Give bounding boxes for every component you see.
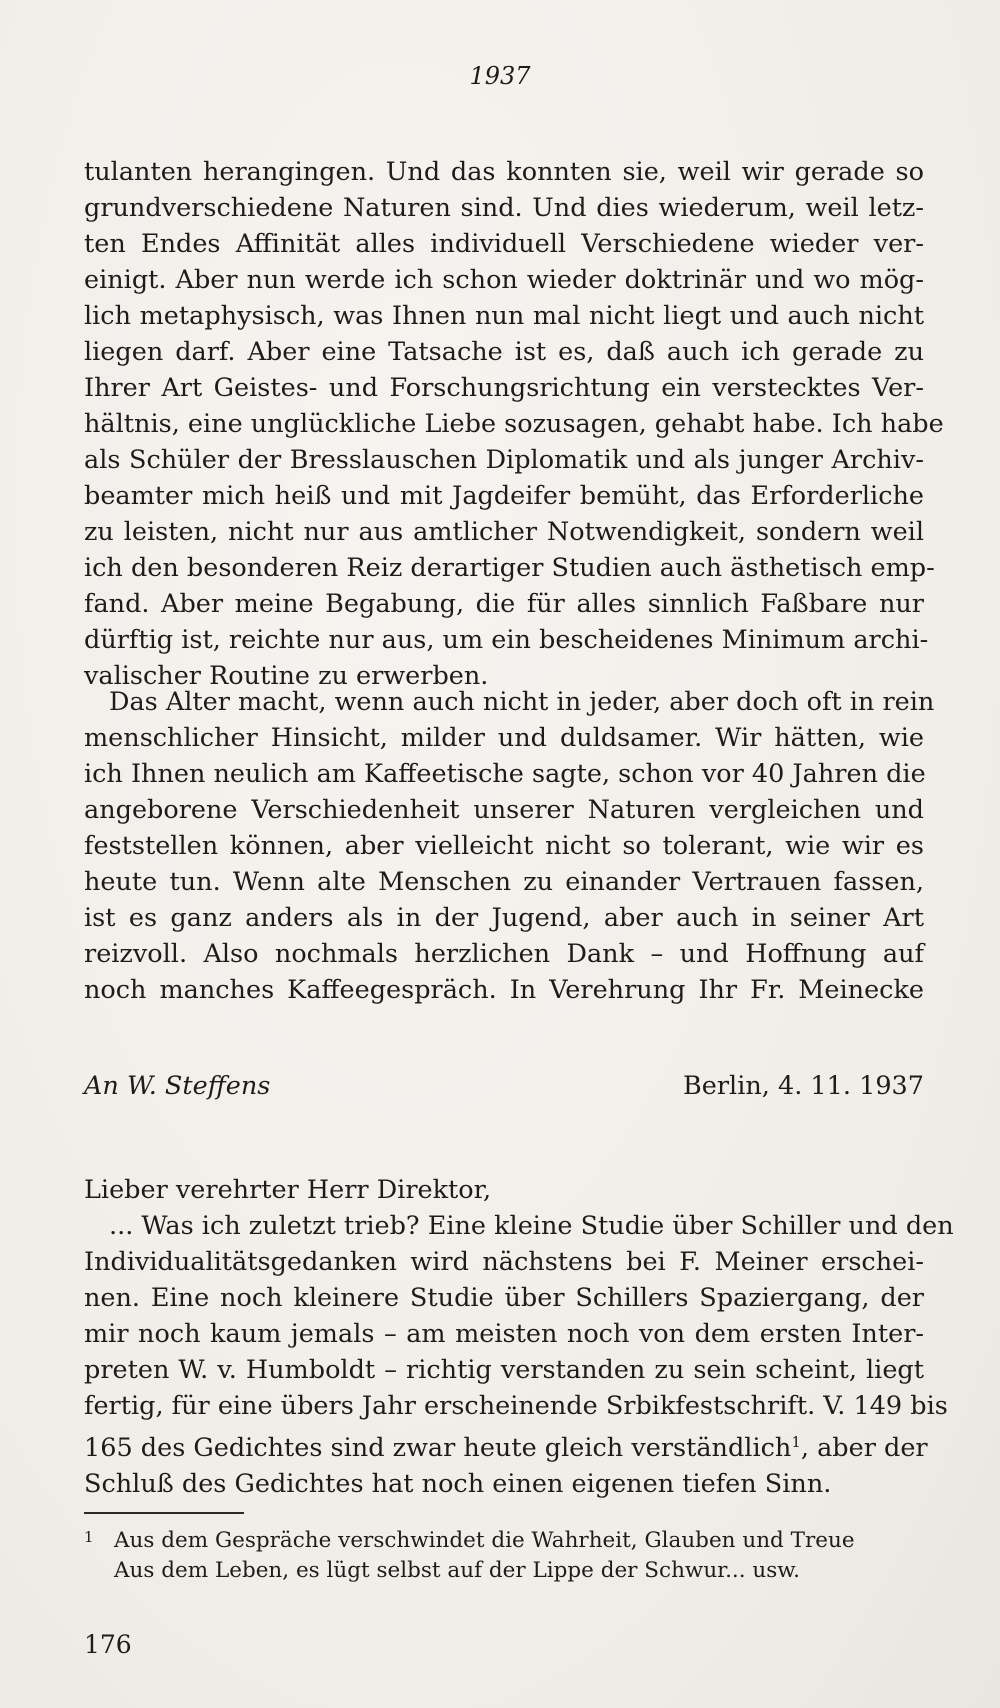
text-line: Das Alter macht, wenn auch nicht in jeder, aber doch oft in rein <box>109 687 935 717</box>
text-fragment: , aber der <box>800 1433 928 1463</box>
paragraph-2 <box>84 684 935 1008</box>
text-line: fertig, für eine übers Jahr erscheinende Srbikfestschrift. V. 149 bis <box>84 1391 948 1421</box>
text-line-with-footnote <box>84 1424 928 1466</box>
text-line: als Schüler der Bresslauschen Diplomatik und als junger Archiv- <box>84 445 924 475</box>
text-line: ten Endes Affinität alles individuell Verschiedene wieder ver- <box>84 229 924 259</box>
signature-line: noch manches Kaffeegespräch. In Verehrung Ihr Fr. Meinecke <box>84 975 924 1005</box>
letter-salutation: Lieber verehrter Herr Direktor, <box>84 1175 492 1205</box>
text-line: mir noch kaum jemals – am meisten noch von dem ersten Inter- <box>84 1319 924 1349</box>
footnote <box>84 1522 924 1586</box>
text-line: Individualitätsgedanken wird nächstens bei F. Meiner erschei- <box>84 1247 924 1277</box>
paragraph-1 <box>84 154 944 694</box>
footnote-reference: 1 <box>791 1433 801 1451</box>
footnote-marker: 1 <box>84 1528 94 1546</box>
footnote-line: Aus dem Leben, es lügt selbst auf der Lippe der Schwur... usw. <box>114 1558 800 1583</box>
footnote-divider <box>84 1512 244 1514</box>
text-line: lich metaphysisch, was Ihnen nun mal nicht liegt und auch nicht <box>84 301 924 331</box>
text-line: heute tun. Wenn alte Menschen zu einander Vertrauen fassen, <box>84 867 924 897</box>
text-line: zu leisten, nicht nur aus amtlicher Notwendigkeit, sondern weil <box>84 517 924 547</box>
text-line: tulanten herangingen. Und das konnten sie, weil wir gerade so <box>84 157 924 187</box>
text-line: valischer Routine zu erwerben. <box>84 661 489 691</box>
page-number: 176 <box>84 1630 132 1659</box>
text-line: ich Ihnen neulich am Kaffeetische sagte, schon vor 40 Jahren die <box>84 759 926 789</box>
text-line: menschlicher Hinsicht, milder und duldsamer. Wir hätten, wie <box>84 723 924 753</box>
text-line: nen. Eine noch kleinere Studie über Schillers Spaziergang, der <box>84 1283 924 1313</box>
footnote-line <box>84 1522 924 1556</box>
text-line: beamter mich heiß und mit Jagdeifer bemüht, das Erforderliche <box>84 481 924 511</box>
letter-place-date: Berlin, 4. 11. 1937 <box>683 1071 924 1101</box>
text-line: fand. Aber meine Begabung, die für alles sinnlich Faßbare nur <box>84 589 924 619</box>
text-line: hältnis, eine unglückliche Liebe sozusagen, gehabt habe. Ich habe <box>84 409 944 439</box>
text-line: angeborene Verschiedenheit unserer Naturen vergleichen und <box>84 795 924 825</box>
text-line: preten W. v. Humboldt – richtig verstanden zu sein scheint, liegt <box>84 1355 924 1385</box>
text-line: reizvoll. Also nochmals herzlichen Dank – und Hoffnung auf <box>84 939 924 969</box>
letter-body <box>84 1172 954 1502</box>
text-line: grundverschiedene Naturen sind. Und dies wiederum, weil letz- <box>84 193 924 223</box>
text-line: einigt. Aber nun werde ich schon wieder doktrinär und wo mög- <box>84 265 924 295</box>
running-header-year: 1937 <box>469 62 531 90</box>
text-line: ich den besonderen Reiz derartiger Studien auch ästhetisch emp- <box>84 553 935 583</box>
text-line: feststellen können, aber vielleicht nicht so tolerant, wie wir es <box>84 831 924 861</box>
footnote-text: Aus dem Gespräche verschwindet die Wahrheit, Glauben und Treue <box>114 1528 855 1553</box>
letter-recipient: An W. Steffens <box>84 1071 271 1101</box>
text-line: Ihrer Art Geistes- und Forschungsrichtung ein verstecktes Ver- <box>84 373 924 403</box>
text-fragment: 165 des Gedichtes sind zwar heute gleich verständlich <box>84 1433 792 1463</box>
text-line: ... Was ich zuletzt trieb? Eine kleine Studie über Schiller und den <box>109 1211 954 1241</box>
text-line: ist es ganz anders als in der Jugend, aber auch in seiner Art <box>84 903 924 933</box>
text-line: Schluß des Gedichtes hat noch einen eigenen tiefen Sinn. <box>84 1469 832 1499</box>
text-line: dürftig ist, reichte nur aus, um ein bescheidenes Minimum archi- <box>84 625 929 655</box>
text-line: liegen darf. Aber eine Tatsache ist es, daß auch ich gerade zu <box>84 337 924 367</box>
